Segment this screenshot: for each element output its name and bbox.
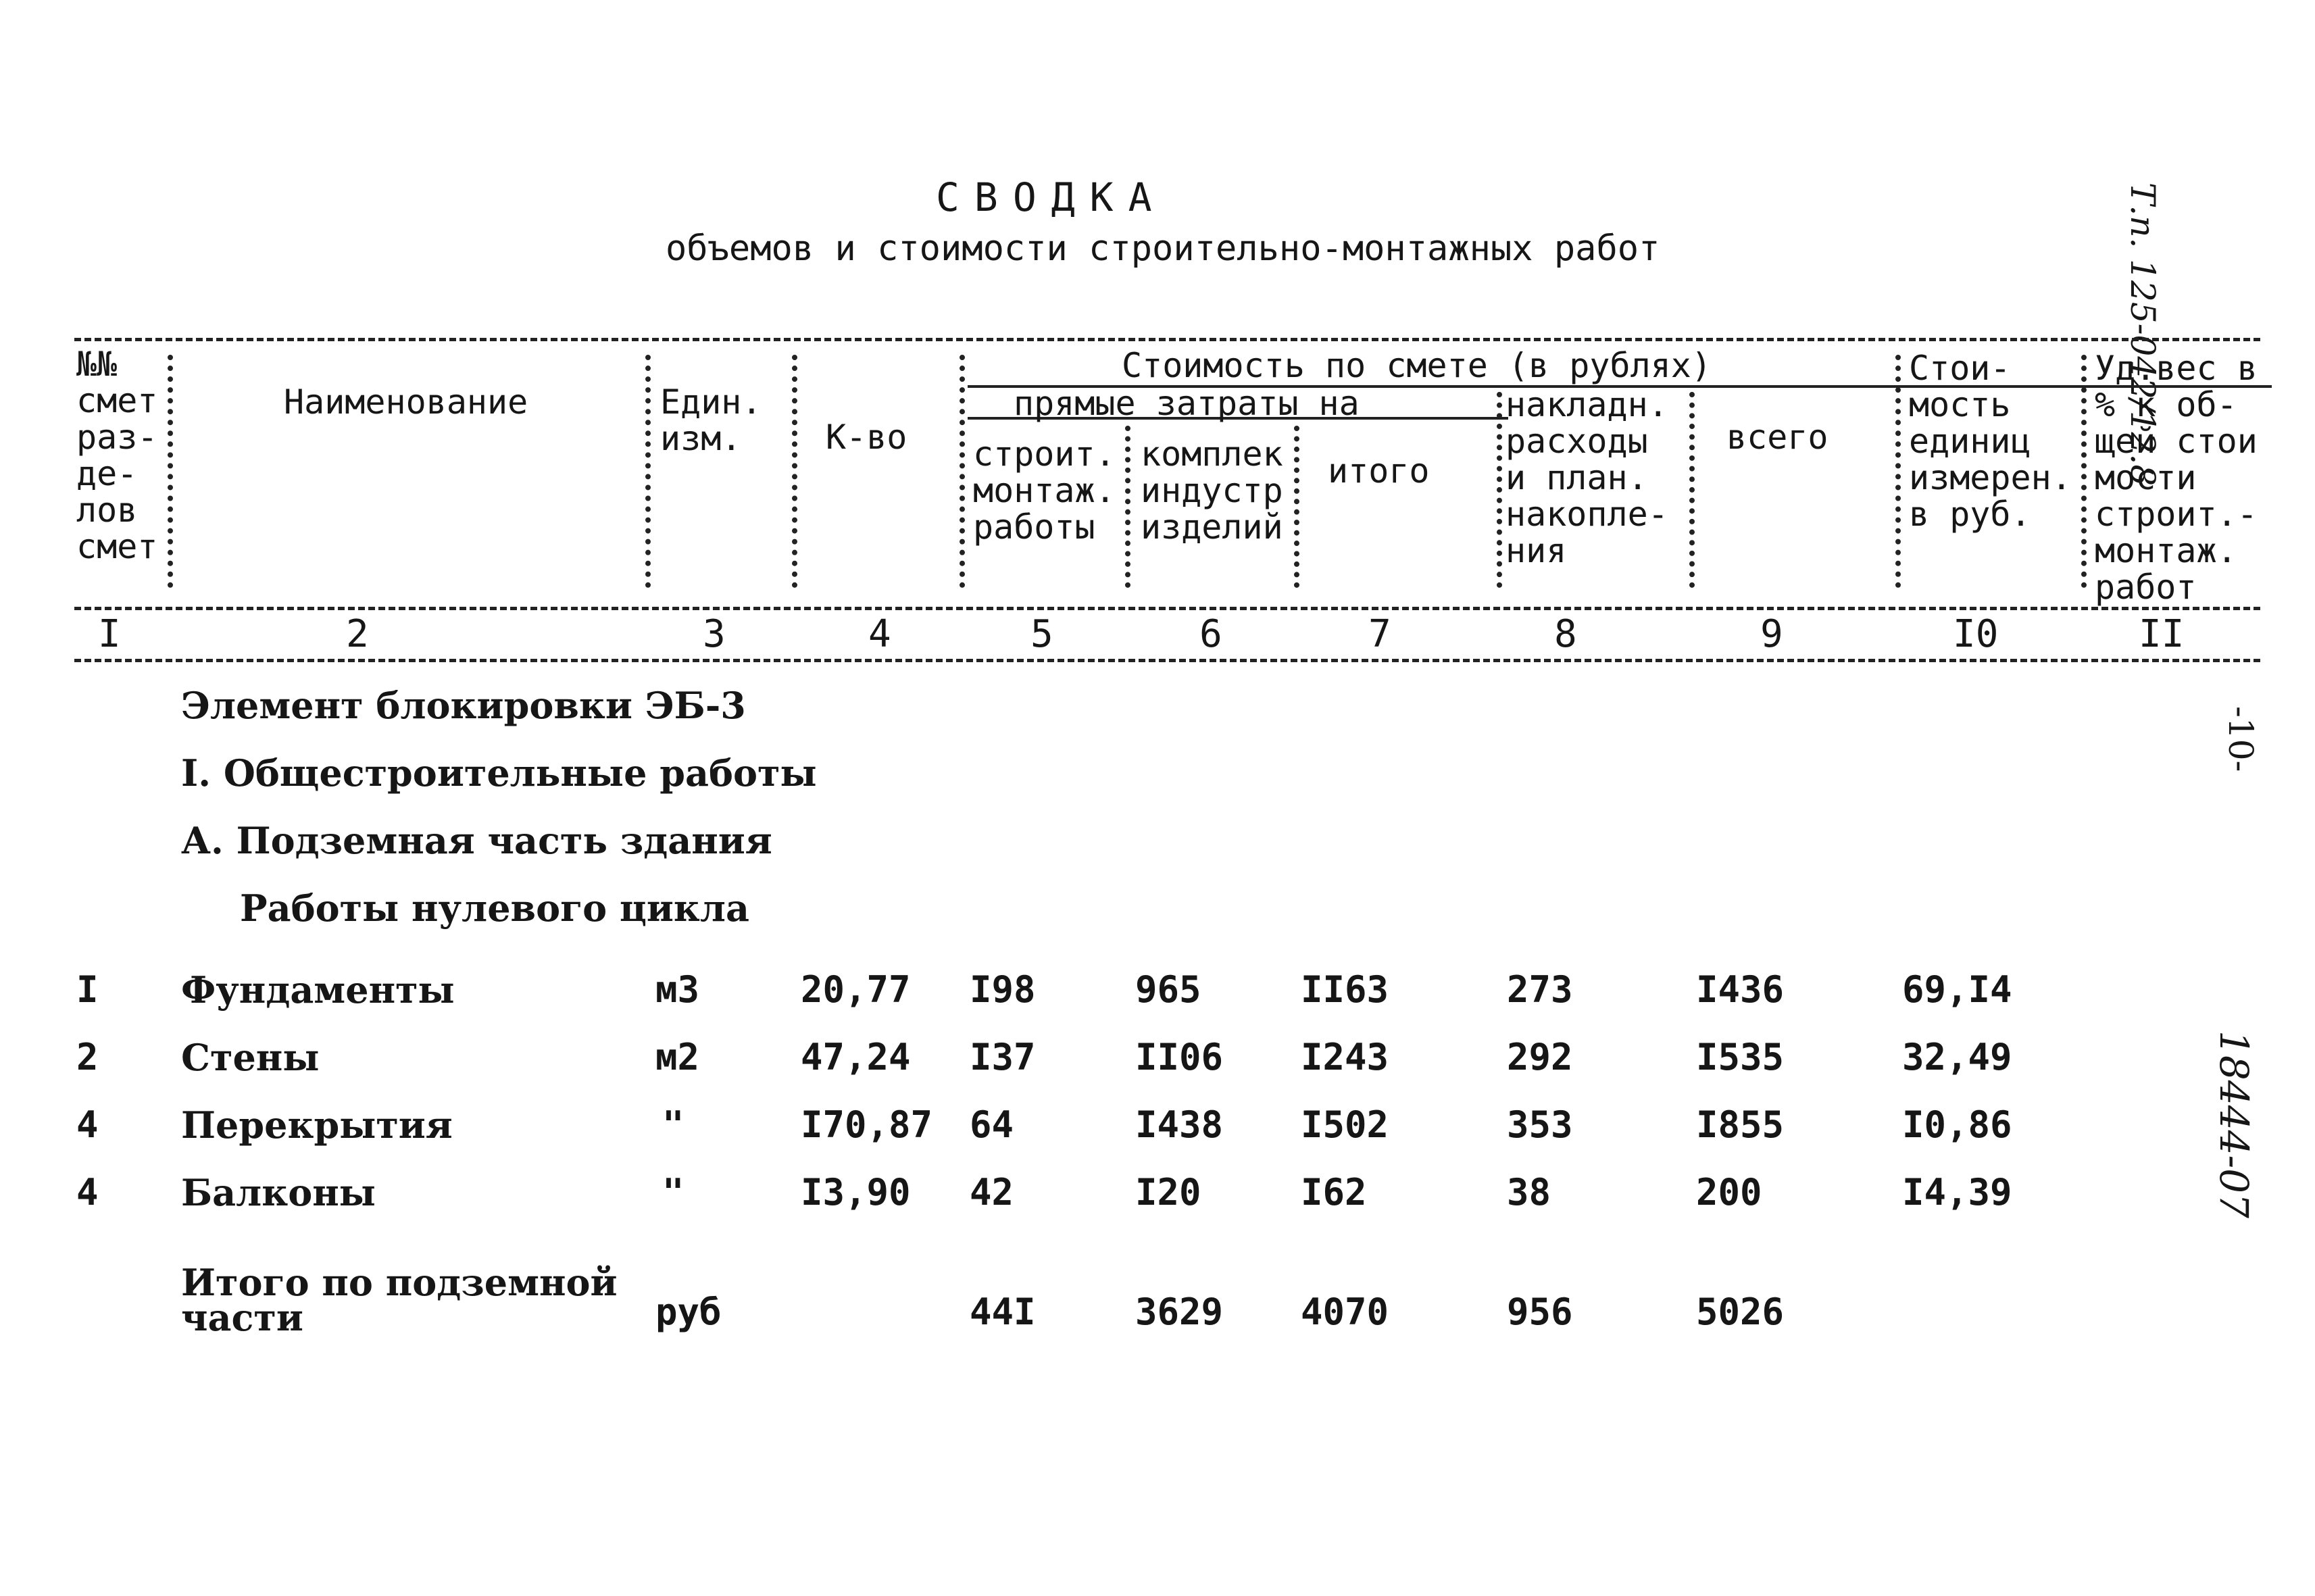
row-total: I535 bbox=[1696, 1036, 1785, 1078]
row-number: 4 bbox=[76, 1103, 99, 1146]
header-name: Наименование bbox=[284, 382, 528, 422]
row-unit: м3 bbox=[655, 968, 700, 1011]
header-overheads: накладн. расходы и план. накопле- ния bbox=[1505, 385, 1668, 570]
column-number: 5 bbox=[1030, 612, 1053, 656]
column-number: I bbox=[98, 612, 121, 656]
row-subtotal: I502 bbox=[1301, 1103, 1389, 1146]
section-heading: А. Подземная часть здания bbox=[181, 819, 772, 862]
row-unit-cost: I4,39 bbox=[1902, 1171, 2012, 1214]
column-number: I0 bbox=[1953, 612, 1999, 656]
col-separator bbox=[1689, 392, 1695, 588]
total-label: Итого по подземной части bbox=[181, 1261, 618, 1339]
row-industrial-cost: I20 bbox=[1135, 1171, 1201, 1214]
row-industrial-cost: 965 bbox=[1135, 968, 1201, 1011]
total-overheads: 956 bbox=[1507, 1291, 1573, 1333]
col-separator bbox=[1895, 355, 1901, 588]
row-subtotal: I243 bbox=[1301, 1036, 1389, 1078]
row-name: Фундаменты bbox=[181, 968, 455, 1012]
column-number: 9 bbox=[1760, 612, 1783, 656]
col-separator bbox=[1497, 392, 1502, 588]
row-number: 4 bbox=[76, 1171, 99, 1214]
total-unit: руб bbox=[655, 1291, 722, 1333]
row-total: I436 bbox=[1696, 968, 1785, 1011]
section-heading: I. Общестроительные работы bbox=[181, 751, 817, 795]
row-unit-cost: 32,49 bbox=[1902, 1036, 2012, 1078]
row-construction-cost: I37 bbox=[970, 1036, 1036, 1078]
column-number: 6 bbox=[1199, 612, 1222, 656]
colnum-bottom-rule bbox=[74, 659, 2260, 662]
section-heading: Работы нулевого цикла bbox=[240, 887, 749, 930]
row-unit: м2 bbox=[655, 1036, 700, 1078]
row-overheads: 38 bbox=[1507, 1171, 1551, 1214]
header-share-percent: Уд.вес в % к об- щей стои мости строит.- монтаж. работ bbox=[2095, 349, 2258, 607]
row-industrial-cost: I438 bbox=[1135, 1103, 1224, 1146]
row-quantity: I70,87 bbox=[801, 1103, 933, 1146]
total-subtotal: 4070 bbox=[1301, 1291, 1389, 1333]
row-unit: " bbox=[662, 1103, 684, 1146]
row-unit-cost: 69,I4 bbox=[1902, 968, 2012, 1011]
header-cost-group: Стоимость по смете (в рублях) bbox=[1122, 346, 1712, 385]
row-subtotal: I62 bbox=[1301, 1171, 1367, 1214]
row-name: Балконы bbox=[181, 1171, 376, 1214]
row-overheads: 273 bbox=[1507, 968, 1573, 1011]
col-separator bbox=[2081, 355, 2087, 588]
row-overheads: 353 bbox=[1507, 1103, 1573, 1146]
col-separator bbox=[168, 355, 173, 588]
row-quantity: 47,24 bbox=[801, 1036, 911, 1078]
row-subtotal: II63 bbox=[1301, 968, 1389, 1011]
header-construction-work: строит. монтаж. работы bbox=[973, 434, 1116, 547]
row-number: 2 bbox=[76, 1036, 99, 1078]
margin-reference: Т.п. 125-042/12.8 bbox=[2123, 182, 2162, 487]
header-industrial-items: комплек индустр изделий bbox=[1141, 434, 1283, 547]
row-total: I855 bbox=[1696, 1103, 1785, 1146]
row-number: I bbox=[76, 968, 99, 1011]
document-subtitle: объемов и стоимости строительно-монтажных работ bbox=[666, 228, 1660, 269]
column-number: 3 bbox=[703, 612, 726, 656]
page-number: -10- bbox=[2221, 706, 2260, 772]
column-number: 4 bbox=[868, 612, 891, 656]
row-quantity: 20,77 bbox=[801, 968, 911, 1011]
header-unit: Един. изм. bbox=[660, 382, 762, 458]
total-sum: 5026 bbox=[1696, 1291, 1785, 1333]
section-heading: Элемент блокировки ЭБ-3 bbox=[181, 684, 746, 727]
column-number: II bbox=[2139, 612, 2185, 656]
row-name: Стены bbox=[181, 1036, 320, 1079]
margin-side-code: 18444-07 bbox=[2211, 1030, 2257, 1218]
document-title: СВОДКА bbox=[936, 174, 1167, 220]
header-subtotal: итого bbox=[1328, 451, 1430, 491]
header-direct-group: прямые затраты на bbox=[1014, 384, 1360, 423]
row-industrial-cost: II06 bbox=[1135, 1036, 1224, 1078]
column-number: 7 bbox=[1368, 612, 1391, 656]
total-industrial-cost: 3629 bbox=[1135, 1291, 1224, 1333]
column-number: 8 bbox=[1554, 612, 1577, 656]
row-unit-cost: I0,86 bbox=[1902, 1103, 2012, 1146]
table-top-rule bbox=[74, 338, 2260, 341]
column-number: 2 bbox=[346, 612, 369, 656]
header-bottom-rule bbox=[74, 607, 2260, 610]
col-separator bbox=[1125, 426, 1130, 588]
row-overheads: 292 bbox=[1507, 1036, 1573, 1078]
header-col1: №№ смет раз- де- лов смет bbox=[76, 345, 158, 566]
row-quantity: I3,90 bbox=[801, 1171, 911, 1214]
col-separator bbox=[645, 355, 651, 588]
col-separator bbox=[1294, 426, 1299, 588]
col-separator bbox=[960, 355, 965, 588]
row-construction-cost: 42 bbox=[970, 1171, 1014, 1214]
row-total: 200 bbox=[1696, 1171, 1762, 1214]
row-construction-cost: 64 bbox=[970, 1103, 1014, 1146]
col-separator bbox=[792, 355, 797, 588]
header-total: всего bbox=[1726, 418, 1828, 457]
header-quantity: К-во bbox=[826, 418, 907, 457]
row-name: Перекрытия bbox=[181, 1103, 453, 1147]
row-construction-cost: I98 bbox=[970, 968, 1036, 1011]
total-construction-cost: 44I bbox=[970, 1291, 1036, 1333]
header-unit-cost: Стои- мость единиц измерен. в руб. bbox=[1909, 349, 2072, 534]
row-unit: " bbox=[662, 1171, 684, 1214]
